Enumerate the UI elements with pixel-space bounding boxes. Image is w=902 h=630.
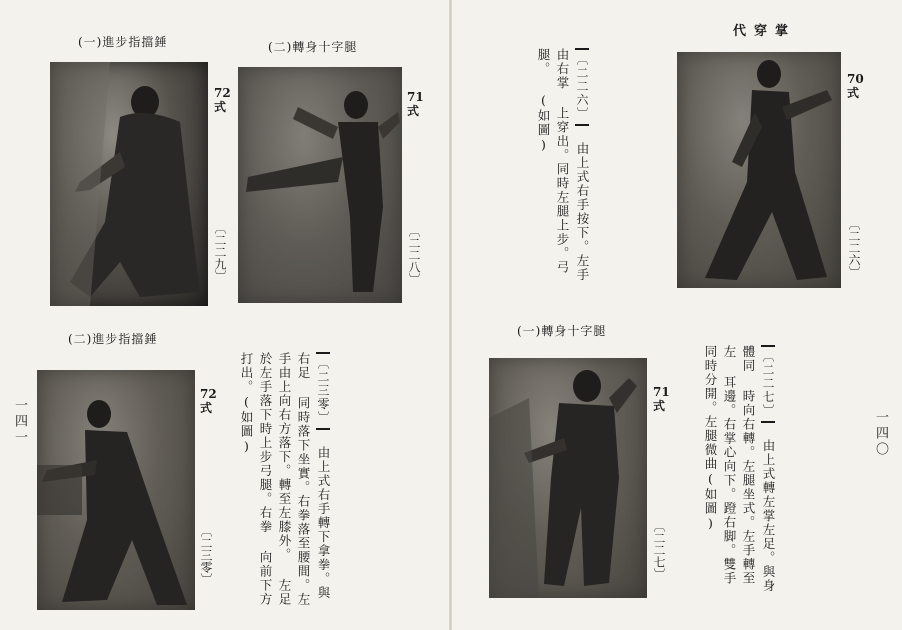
page-number-right: 一四〇 xyxy=(873,410,888,458)
page-number-left: 一四一 xyxy=(12,398,27,446)
text-226-block xyxy=(534,48,592,288)
fig-229-label: 〔二二九〕 xyxy=(213,222,227,282)
text-227-label: 〔二二七〕 xyxy=(761,345,775,423)
fig-230-label: 〔二三零〕 xyxy=(199,525,213,585)
text-227-line-3: 耳邊。右掌心向下。蹬右脚。雙手 xyxy=(722,375,737,586)
text-226-line-2: 上穿出。同時左腿上步。弓腿。 xyxy=(536,48,570,275)
fig-229-caption: (一)進步指擋錘 xyxy=(78,35,168,49)
text-227-line-2: 時向右轉。左腿坐式。左手轉至左 xyxy=(722,345,756,586)
fig-229-form: 72 式 xyxy=(214,86,231,114)
text-227-block xyxy=(701,345,778,595)
fig-227-form: 71 式 xyxy=(653,385,670,413)
right-page xyxy=(451,0,902,630)
fig-228-label: 〔二二八〕 xyxy=(407,225,421,285)
fig-228-photo xyxy=(238,67,402,303)
text-230-label: 〔二三零〕 xyxy=(316,352,330,430)
text-230-line-2: 同時落下坐實。右拳落至腰間。左 xyxy=(296,396,311,607)
fig-227-label: 〔二二七〕 xyxy=(652,520,666,580)
fig-226-form: 70 式 xyxy=(847,72,864,100)
text-230-block xyxy=(237,352,333,607)
text-230-line-3: 手由上向右方落下。轉至左膝外。 xyxy=(277,352,292,562)
running-header: 代穿掌 xyxy=(733,24,797,39)
fig-227-photo xyxy=(489,358,647,598)
text-230-line-1: 由上式右手轉下拿拳。與右足 xyxy=(296,352,331,600)
text-226-line-1: 由上式右手按下。左手由右掌 xyxy=(555,48,590,282)
fig-226-label: 〔二二六〕 xyxy=(847,218,861,278)
fig-229-photo xyxy=(50,62,208,306)
fig-230-caption: (二)進步指擋錘 xyxy=(68,332,158,346)
text-230-line-4: 左足於左手落下時上步弓腿。右拳 xyxy=(258,352,292,607)
text-230-line-5: 向前下方打出。(如圖) xyxy=(239,352,273,607)
fig-226-photo xyxy=(677,52,841,288)
text-227-line-4: 同時分開。左腿微曲(如圖) xyxy=(703,345,718,532)
text-226-label: 〔二二六〕 xyxy=(575,48,589,126)
text-227-line-1: 由上式轉左掌左足。與身體同 xyxy=(741,345,776,593)
fig-230-photo xyxy=(37,370,195,610)
fig-228-form: 71 式 xyxy=(407,90,424,118)
fig-230-form: 72 式 xyxy=(200,387,217,415)
fig-227-caption: (一)轉身十字腿 xyxy=(517,324,607,338)
text-226-line-3: (如圖) xyxy=(536,92,551,154)
fig-228-caption: (二)轉身十字腿 xyxy=(268,40,358,54)
